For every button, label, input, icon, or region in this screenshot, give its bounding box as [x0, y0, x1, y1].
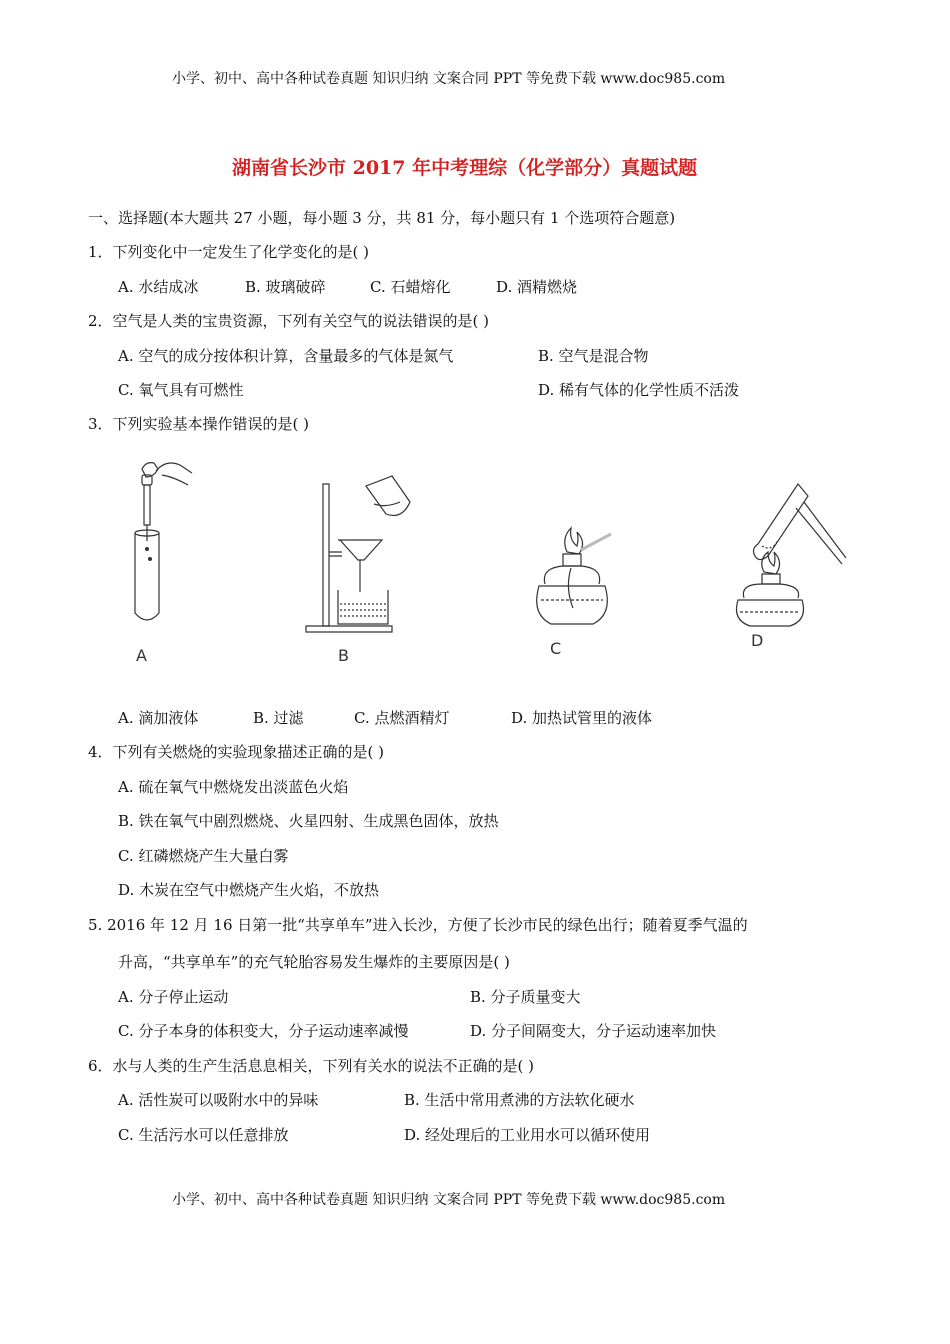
q1-stem: 1．下列变化中一定发生了化学变化的是( ) — [88, 243, 370, 261]
q2-option-a: A. 空气的成分按体积计算，含量最多的气体是氮气 — [118, 347, 454, 365]
figure-c-label: C — [550, 639, 562, 658]
q1-option-c: C. 石蜡熔化 — [370, 278, 451, 296]
q5-stem-line2: 升高，“共享单车”的充气轮胎容易发生爆炸的主要原因是( ) — [118, 953, 510, 971]
figure-a-label: A — [136, 646, 147, 665]
page-title: 湖南省长沙市 2017 年中考理综（化学部分）真题试题 — [232, 157, 698, 179]
q3-stem: 3．下列实验基本操作错误的是( ) — [88, 415, 310, 433]
q5-option-b: B. 分子质量变大 — [470, 988, 581, 1006]
figure-d-heating — [728, 480, 848, 625]
q3-option-c: C. 点燃酒精灯 — [354, 709, 450, 727]
q6-stem: 6．水与人类的生产生活息息相关，下列有关水的说法不正确的是( ) — [88, 1057, 535, 1075]
figure-d-label: D — [751, 631, 764, 650]
page-footer: 小学、初中、高中各种试卷真题 知识归纳 文案合同 PPT 等免费下载 www.doc985.com — [172, 1192, 726, 1208]
q6-option-d: D. 经处理后的工业用水可以循环使用 — [404, 1126, 651, 1144]
q6-option-a: A. 活性炭可以吸附水中的异味 — [118, 1091, 319, 1109]
q5-stem-line1: 5. 2016 年 12 月 16 日第一批“共享单车”进入长沙，方便了长沙市民的绿色出行；随着夏季气温的 — [88, 916, 748, 934]
q3-option-b: B. 过滤 — [253, 709, 304, 727]
q1-option-a: A. 水结成冰 — [118, 278, 199, 296]
q5-option-d: D. 分子间隔变大，分子运动速率加快 — [470, 1022, 717, 1040]
q2-option-c: C. 氧气具有可燃性 — [118, 381, 244, 399]
q6-option-c: C. 生活污水可以任意排放 — [118, 1126, 289, 1144]
q4-option-b: B. 铁在氧气中剧烈燃烧、火星四射、生成黑色固体，放热 — [118, 812, 499, 830]
q2-option-b: B. 空气是混合物 — [538, 347, 649, 365]
figure-b-label: B — [338, 646, 349, 665]
q3-option-a: A. 滴加液体 — [118, 709, 199, 727]
q4-option-a: A. 硫在氧气中燃烧发出淡蓝色火焰 — [118, 778, 349, 796]
q4-stem: 4．下列有关燃烧的实验现象描述正确的是( ) — [88, 743, 385, 761]
q4-option-d: D. 木炭在空气中燃烧产生火焰，不放热 — [118, 881, 380, 899]
q1-option-b: B. 玻璃破碎 — [245, 278, 326, 296]
page-header: 小学、初中、高中各种试卷真题 知识归纳 文案合同 PPT 等免费下载 www.doc985.com — [172, 71, 726, 87]
q5-option-a: A. 分子停止运动 — [118, 988, 229, 1006]
figure-c-lamp — [525, 528, 625, 633]
q4-option-c: C. 红磷燃烧产生大量白雾 — [118, 847, 289, 865]
q2-stem: 2．空气是人类的宝贵资源，下列有关空气的说法错误的是( ) — [88, 312, 490, 330]
q1-option-d: D. 酒精燃烧 — [496, 278, 578, 296]
figure-a-dropper — [118, 455, 198, 635]
q6-option-b: B. 生活中常用煮沸的方法软化硬水 — [404, 1091, 635, 1109]
figure-b-filtration — [300, 480, 430, 635]
q2-option-d: D. 稀有气体的化学性质不活泼 — [538, 381, 740, 399]
q5-option-c: C. 分子本身的体积变大，分子运动速率减慢 — [118, 1022, 409, 1040]
section-heading: 一、选择题(本大题共 27 小题，每小题 3 分，共 81 分，每小题只有 1 个选项符合题意) — [88, 209, 676, 227]
q3-option-d: D. 加热试管里的液体 — [511, 709, 653, 727]
